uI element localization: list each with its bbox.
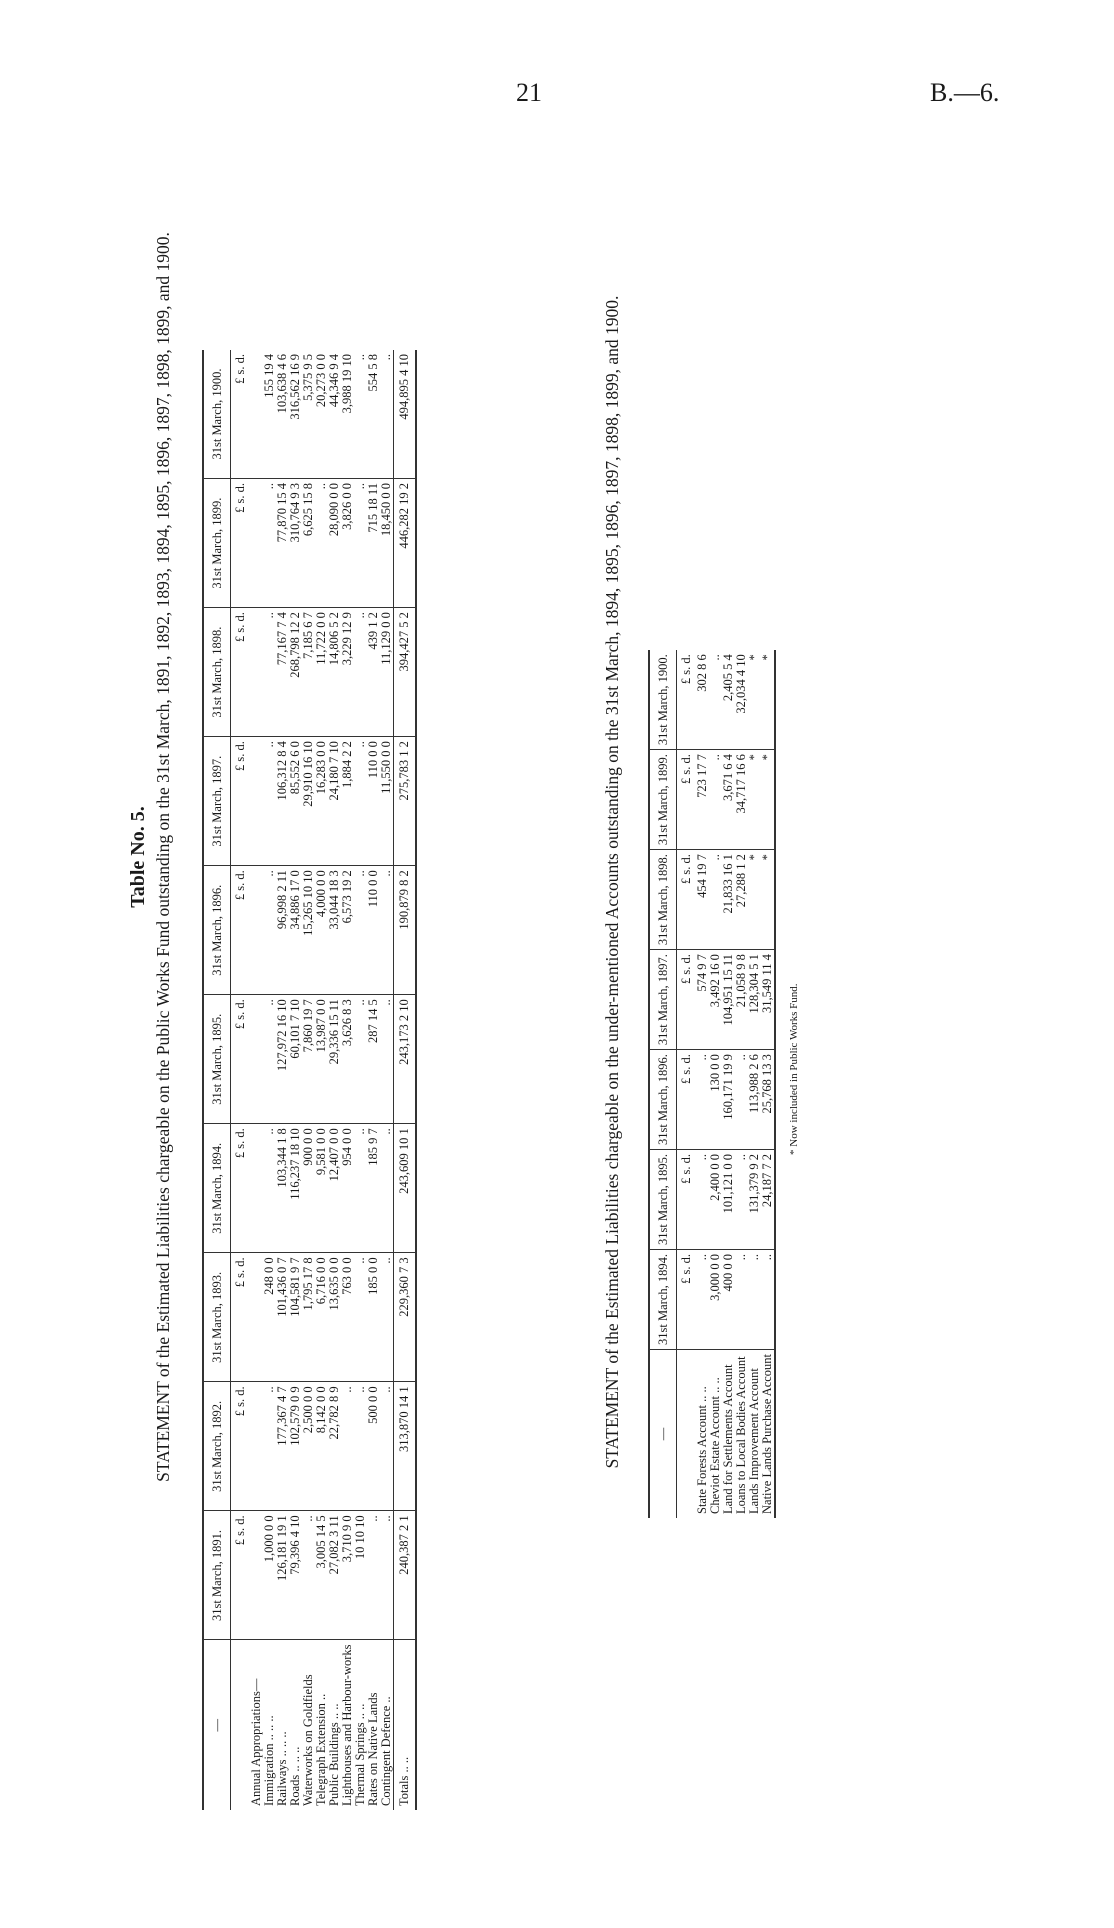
value-cell: 3,710 9 0 <box>341 1511 354 1640</box>
value-cell: .. <box>315 479 328 608</box>
row-label: Lighthouses and Harbour-works <box>340 1644 354 1806</box>
corner-cell: — <box>649 1349 677 1518</box>
value-cell: 126,181 19 1 <box>276 1511 289 1640</box>
value-cell: 25,768 13 3 <box>761 1050 775 1150</box>
value-cell: .. <box>367 1511 380 1640</box>
value-cell: .. <box>263 737 276 866</box>
value-cell: 103,638 4 6 <box>276 350 289 479</box>
units-cell: £ s. d. <box>677 950 697 1050</box>
value-cell: .. <box>263 1382 276 1511</box>
table-row <box>315 350 328 1810</box>
row-label: Native Lands Purchase Account <box>760 1353 774 1514</box>
totals-row <box>394 350 417 1810</box>
value-cell: 31,549 11 4 <box>761 950 775 1050</box>
page-number: 21 <box>516 78 542 107</box>
units-cell: £ s. d. <box>231 995 251 1124</box>
value-cell: 116,237 18 10 <box>289 1124 302 1253</box>
units-row <box>231 350 251 1810</box>
total-cell: 243,609 10 1 <box>394 1124 417 1253</box>
value-cell: 6,716 0 0 <box>315 1253 328 1382</box>
value-cell: 11,550 0 0 <box>380 737 394 866</box>
value-cell: 22,782 8 9 <box>328 1382 341 1511</box>
value-cell: 103,344 1 8 <box>276 1124 289 1253</box>
column-header: 31st March, 1900. <box>649 650 677 749</box>
value-cell: * <box>748 650 761 749</box>
value-cell: 2,400 0 0 <box>709 1150 722 1250</box>
footnote: * Now included in Public Works Fund. <box>788 983 800 1155</box>
value-cell: 101,436 0 7 <box>276 1253 289 1382</box>
value-cell: .. <box>709 850 722 950</box>
table-row <box>761 650 775 1518</box>
value-cell: 128,304 5 1 <box>748 950 761 1050</box>
value-cell: .. <box>354 1253 367 1382</box>
total-cell: 394,427 5 2 <box>394 608 417 737</box>
units-cell: £ s. d. <box>231 866 251 995</box>
value-cell: 3,000 0 0 <box>709 1250 722 1350</box>
value-cell: 3,229 12 9 <box>341 608 354 737</box>
value-cell <box>250 866 263 995</box>
value-cell: 96,998 2 11 <box>276 866 289 995</box>
value-cell: .. <box>263 1124 276 1253</box>
total-cell: 190,879 8 2 <box>394 866 417 995</box>
value-cell: 113,988 2 6 <box>748 1050 761 1150</box>
value-cell: 554 5 8 <box>367 350 380 479</box>
value-cell: 29,910 16 10 <box>302 737 315 866</box>
value-cell: 723 17 7 <box>696 750 709 850</box>
value-cell: 102,579 0 9 <box>289 1382 302 1511</box>
column-header: 31st March, 1893. <box>203 1253 231 1382</box>
row-label: Cheviot Estate Account .. .. <box>708 1377 722 1514</box>
column-header: 31st March, 1894. <box>203 1124 231 1253</box>
table1-header-row <box>203 350 231 1810</box>
value-cell: .. <box>380 866 394 995</box>
value-cell: .. <box>263 995 276 1124</box>
value-cell: 6,625 15 8 <box>302 479 315 608</box>
value-cell: 155 19 4 <box>263 350 276 479</box>
table-row <box>289 350 302 1810</box>
value-cell: .. <box>380 1382 394 1511</box>
value-cell: 954 0 0 <box>341 1124 354 1253</box>
value-cell: 110 0 0 <box>367 737 380 866</box>
value-cell: 310,764 9 3 <box>289 479 302 608</box>
value-cell: 1,884 2 2 <box>341 737 354 866</box>
value-cell: 1,000 0 0 <box>263 1511 276 1640</box>
value-cell: 77,870 15 4 <box>276 479 289 608</box>
value-cell: 9,581 0 0 <box>315 1124 328 1253</box>
document-reference: B.—6. <box>930 78 1000 107</box>
value-cell: .. <box>263 479 276 608</box>
column-header: 31st March, 1892. <box>203 1382 231 1511</box>
value-cell: 287 14 5 <box>367 995 380 1124</box>
value-cell: 28,090 0 0 <box>328 479 341 608</box>
value-cell: .. <box>735 1050 748 1150</box>
value-cell: .. <box>696 1250 709 1350</box>
row-label: Roads .. .. .. <box>288 1746 302 1806</box>
value-cell <box>250 479 263 608</box>
row-label: Rates on Native Lands <box>366 1692 380 1806</box>
value-cell: .. <box>263 608 276 737</box>
value-cell: 13,987 0 0 <box>315 995 328 1124</box>
value-cell: 106,312 8 4 <box>276 737 289 866</box>
value-cell: 3,671 6 4 <box>722 750 735 850</box>
value-cell: 6,573 19 2 <box>341 866 354 995</box>
total-cell: 494,895 4 10 <box>394 350 417 479</box>
value-cell: 85,552 6 0 <box>289 737 302 866</box>
value-cell: .. <box>263 866 276 995</box>
value-cell: 29,336 15 11 <box>328 995 341 1124</box>
table-row <box>354 350 367 1810</box>
units-cell: £ s. d. <box>677 1050 697 1150</box>
value-cell: 14,806 5 2 <box>328 608 341 737</box>
value-cell: .. <box>302 1511 315 1640</box>
value-cell: 177,367 4 7 <box>276 1382 289 1511</box>
total-cell: 240,387 2 1 <box>394 1511 417 1640</box>
value-cell: 2,405 5 4 <box>722 650 735 749</box>
column-header: 31st March, 1899. <box>203 479 231 608</box>
value-cell: 3,005 14 5 <box>315 1511 328 1640</box>
row-label: Contingent Defence .. <box>379 1696 393 1806</box>
row-label: Annual Appropriations— <box>249 1678 263 1806</box>
value-cell: 77,167 7 4 <box>276 608 289 737</box>
accounts-liabilities-table <box>648 650 776 1518</box>
total-cell: 313,870 14 1 <box>394 1382 417 1511</box>
totals-label: Totals .. .. <box>394 1640 417 1810</box>
value-cell: 11,129 0 0 <box>380 608 394 737</box>
table2-title: STATEMENT of the Estimated Liabilities chargeable on the under-mentioned Accounts outstanding on the 31st March, 1894, 1895, 1896, 1897, 1898, 1899, and 1900. <box>602 295 622 1469</box>
value-cell: 20,273 0 0 <box>315 350 328 479</box>
value-cell: 439 1 2 <box>367 608 380 737</box>
value-cell: .. <box>354 1382 367 1511</box>
total-cell: 275,783 1 2 <box>394 737 417 866</box>
table-row <box>263 350 276 1810</box>
table-row <box>328 350 341 1810</box>
value-cell: 44,346 9 4 <box>328 350 341 479</box>
value-cell: 27,288 1 2 <box>735 850 748 950</box>
units-cell: £ s. d. <box>231 1253 251 1382</box>
value-cell: 15,265 10 10 <box>302 866 315 995</box>
value-cell: 104,581 9 7 <box>289 1253 302 1382</box>
units-cell: £ s. d. <box>231 350 251 479</box>
value-cell: 101,121 0 0 <box>722 1150 735 1250</box>
value-cell: .. <box>354 995 367 1124</box>
value-cell: .. <box>380 1253 394 1382</box>
value-cell: .. <box>354 350 367 479</box>
value-cell: 248 0 0 <box>263 1253 276 1382</box>
value-cell: .. <box>696 1150 709 1250</box>
value-cell: 8,142 0 0 <box>315 1382 328 1511</box>
value-cell <box>250 608 263 737</box>
value-cell: 574 9 7 <box>696 950 709 1050</box>
value-cell <box>250 1124 263 1253</box>
table-row <box>341 350 354 1810</box>
table1-title: STATEMENT of the Estimated Liabilities chargeable on the Public Works Fund outstanding on the 31st March, 1891, 1892, 1893, 1894, 1895, 1896, 1897, 1898, 1899, and 1900. <box>153 232 173 1482</box>
column-header: 31st March, 1897. <box>649 950 677 1050</box>
value-cell: 34,886 17 0 <box>289 866 302 995</box>
row-label: Thermal Springs .. .. <box>353 1703 367 1806</box>
value-cell: * <box>748 750 761 850</box>
value-cell: 33,044 18 3 <box>328 866 341 995</box>
units-row <box>677 650 697 1518</box>
value-cell: * <box>761 750 775 850</box>
row-label: Telegraph Extension .. <box>314 1693 328 1806</box>
value-cell: 400 0 0 <box>722 1250 735 1350</box>
value-cell: 1,795 17 8 <box>302 1253 315 1382</box>
value-cell: 34,717 16 6 <box>735 750 748 850</box>
value-cell: .. <box>354 866 367 995</box>
value-cell: .. <box>380 1124 394 1253</box>
value-cell: .. <box>709 750 722 850</box>
value-cell: 4,000 0 0 <box>315 866 328 995</box>
value-cell: 12,407 0 0 <box>328 1124 341 1253</box>
row-label: Public Buildings .. .. <box>327 1703 341 1806</box>
units-cell: £ s. d. <box>231 608 251 737</box>
column-header: 31st March, 1895. <box>203 995 231 1124</box>
value-cell: 185 9 7 <box>367 1124 380 1253</box>
value-cell: 24,187 7 2 <box>761 1150 775 1250</box>
total-cell: 243,173 2 10 <box>394 995 417 1124</box>
units-cell: £ s. d. <box>677 750 697 850</box>
value-cell: .. <box>354 737 367 866</box>
units-blank <box>677 1349 697 1518</box>
column-header: 31st March, 1895. <box>649 1150 677 1250</box>
table-row <box>276 350 289 1810</box>
column-header: 31st March, 1891. <box>203 1511 231 1640</box>
value-cell: 3,826 0 0 <box>341 479 354 608</box>
value-cell: * <box>761 850 775 950</box>
value-cell: 127,972 16 10 <box>276 995 289 1124</box>
value-cell: 500 0 0 <box>367 1382 380 1511</box>
value-cell: 7,185 6 7 <box>302 608 315 737</box>
table-row <box>302 350 315 1810</box>
value-cell: * <box>761 650 775 749</box>
value-cell: 185 0 0 <box>367 1253 380 1382</box>
units-cell: £ s. d. <box>231 1511 251 1640</box>
value-cell: .. <box>354 608 367 737</box>
value-cell: 160,171 19 9 <box>722 1050 735 1150</box>
value-cell: 900 0 0 <box>302 1124 315 1253</box>
column-header: 31st March, 1896. <box>203 866 231 995</box>
table-row <box>250 350 263 1810</box>
value-cell: 5,375 9 5 <box>302 350 315 479</box>
column-header: 31st March, 1898. <box>649 850 677 950</box>
value-cell: 131,379 9 2 <box>748 1150 761 1250</box>
value-cell <box>250 737 263 866</box>
column-header: 31st March, 1894. <box>649 1250 677 1350</box>
public-works-liabilities-table <box>202 350 417 1810</box>
value-cell <box>250 995 263 1124</box>
value-cell: 24,180 7 10 <box>328 737 341 866</box>
value-cell: 7,860 19 7 <box>302 995 315 1124</box>
value-cell: .. <box>735 1250 748 1350</box>
value-cell: 3,988 19 10 <box>341 350 354 479</box>
column-header: 31st March, 1898. <box>203 608 231 737</box>
value-cell: .. <box>380 1511 394 1640</box>
value-cell: 454 19 7 <box>696 850 709 950</box>
column-header: 31st March, 1896. <box>649 1050 677 1150</box>
value-cell: * <box>748 850 761 950</box>
column-header: 31st March, 1897. <box>203 737 231 866</box>
row-label: Loans to Local Bodies Account <box>734 1356 748 1514</box>
value-cell: 79,396 4 10 <box>289 1511 302 1640</box>
units-cell: £ s. d. <box>231 1382 251 1511</box>
value-cell: .. <box>696 1050 709 1150</box>
value-cell: 16,283 0 0 <box>315 737 328 866</box>
value-cell: 32,034 4 10 <box>735 650 748 749</box>
value-cell: 763 0 0 <box>341 1253 354 1382</box>
units-cell: £ s. d. <box>677 1250 697 1350</box>
table-row <box>367 350 380 1810</box>
units-cell: £ s. d. <box>677 650 697 749</box>
value-cell: .. <box>341 1382 354 1511</box>
value-cell: 27,082 3 11 <box>328 1511 341 1640</box>
units-blank <box>231 1640 251 1810</box>
value-cell: 2,500 0 0 <box>302 1382 315 1511</box>
value-cell: 18,450 0 0 <box>380 479 394 608</box>
value-cell: .. <box>735 1150 748 1250</box>
value-cell: .. <box>380 995 394 1124</box>
table2-header-row <box>649 650 677 1518</box>
value-cell <box>250 1382 263 1511</box>
value-cell: 3,492 16 0 <box>709 950 722 1050</box>
table1-heading <box>128 132 174 1582</box>
units-cell: £ s. d. <box>677 1150 697 1250</box>
column-header: 31st March, 1900. <box>203 350 231 479</box>
value-cell: 10 10 10 <box>354 1511 367 1640</box>
value-cell: 11,722 0 0 <box>315 608 328 737</box>
value-cell: 104,951 15 11 <box>722 950 735 1050</box>
value-cell: 130 0 0 <box>709 1050 722 1150</box>
row-label: Immigration .. .. .. <box>262 1715 276 1806</box>
value-cell: .. <box>748 1250 761 1350</box>
value-cell: .. <box>709 650 722 749</box>
value-cell: 21,833 16 1 <box>722 850 735 950</box>
value-cell: 13,635 0 0 <box>328 1253 341 1382</box>
row-label: Land for Settlements Account <box>721 1364 735 1514</box>
value-cell: 268,798 12 2 <box>289 608 302 737</box>
column-header: 31st March, 1899. <box>649 750 677 850</box>
value-cell: 21,058 9 8 <box>735 950 748 1050</box>
row-label: Railways .. .. .. <box>275 1731 289 1806</box>
value-cell: 110 0 0 <box>367 866 380 995</box>
value-cell: .. <box>761 1250 775 1350</box>
value-cell: .. <box>380 350 394 479</box>
value-cell: 316,562 16 9 <box>289 350 302 479</box>
value-cell: .. <box>354 1124 367 1253</box>
value-cell: 302 8 6 <box>696 650 709 749</box>
value-cell: .. <box>354 479 367 608</box>
table-row <box>380 350 394 1810</box>
row-label: State Forests Account .. .. <box>695 1386 709 1514</box>
table-number: Table No. 5. <box>127 806 149 908</box>
value-cell: 60,101 7 10 <box>289 995 302 1124</box>
units-cell: £ s. d. <box>231 479 251 608</box>
total-cell: 446,282 19 2 <box>394 479 417 608</box>
row-label: Waterworks on Goldfields <box>301 1674 315 1806</box>
total-cell: 229,360 7 3 <box>394 1253 417 1382</box>
units-cell: £ s. d. <box>231 737 251 866</box>
corner-cell: — <box>203 1640 231 1810</box>
value-cell: 3,626 8 3 <box>341 995 354 1124</box>
units-cell: £ s. d. <box>677 850 697 950</box>
row-label: Lands Improvement Account <box>747 1368 761 1514</box>
units-cell: £ s. d. <box>231 1124 251 1253</box>
value-cell: 715 18 11 <box>367 479 380 608</box>
